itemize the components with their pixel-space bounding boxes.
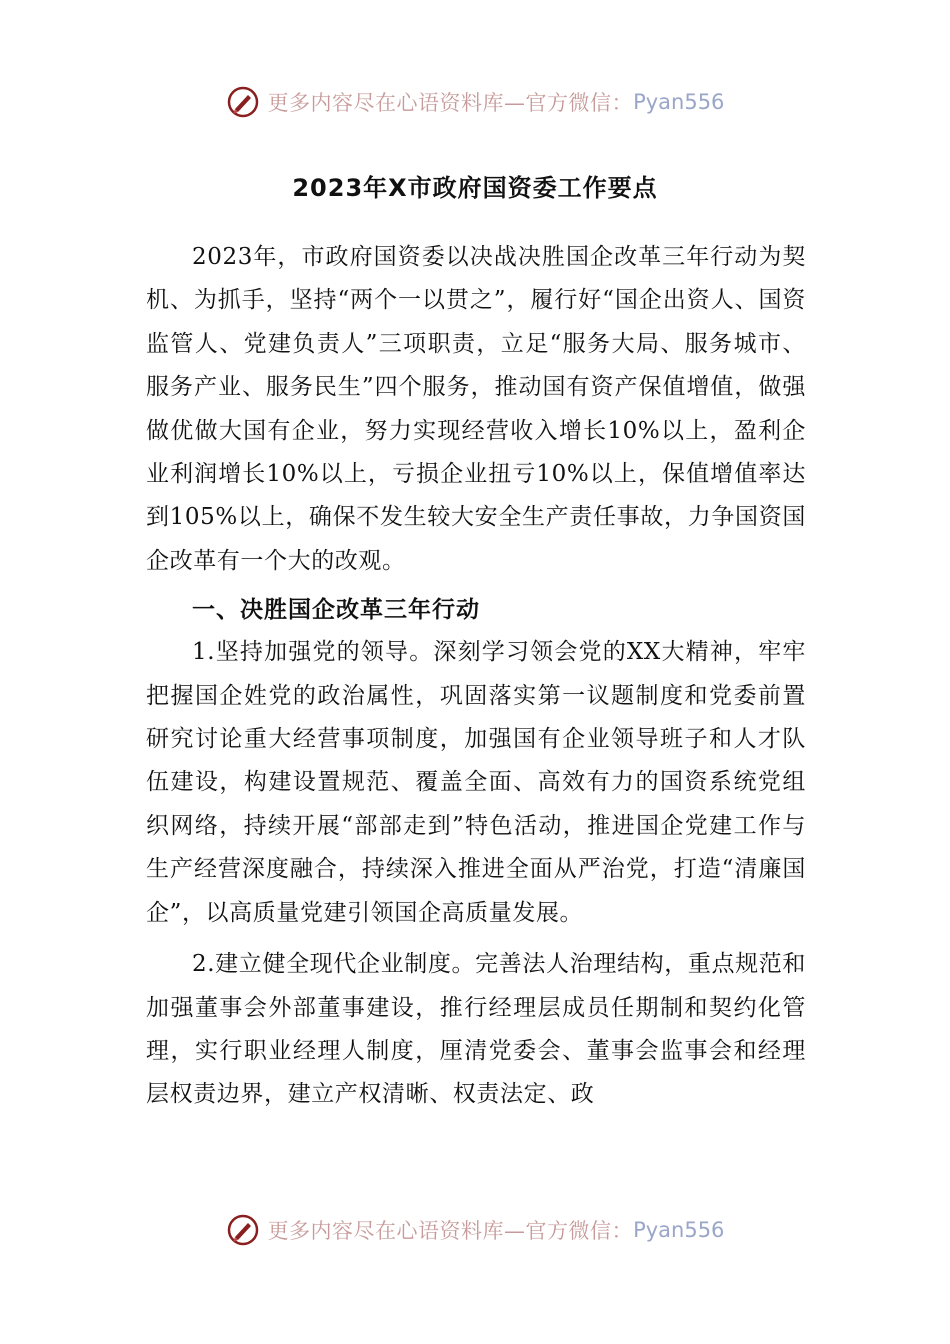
section-heading-1: 一、决胜国企改革三年行动 [192,597,480,624]
watermark-text: 更多内容尽在心语资料库—官方微信： [267,91,634,115]
bottom-watermark-banner [0,1208,950,1252]
top-watermark-banner [0,80,950,124]
document-body [146,236,806,1125]
item-paragraph-1: 1.坚持加强党的领导。深刻学习领会党的XX大精神，牢牢把握国企姓党的政治属性，巩固落实第一议题制度和党委前置研究讨论重大经营事项制度，加强国有企业领导班子和人才队伍建设，构建设置规范、覆盖全面、高效有力的国资系统党组织网络，持续开展“部部走到”特色活动，推进国企党建工作与生产经营深度融合，持续深入推进全面从严治党，打造“清廉国企”，以高质量党建引领国企高质量发展。 [146,639,806,926]
intro-paragraph: 2023年，市政府国资委以决战决胜国企改革三年行动为契机、为抓手，坚持“两个一以贯之”，履行好“国企出资人、国资监管人、党建负责人”三项职责，立足“服务大局、服务城市、服务产业、服务民生”四个服务，推动国有资产保值增值，做强做优做大国有企业，努力实现经营收入增长10%以上，盈利企业利润增长10%以上，亏损企业扭亏10%以上，保值增值率达到105%以上，确保不发生较大安全生产责任事故，力争国资国企改革有一个大的改观。 [146,244,806,574]
watermark-text: 更多内容尽在心语资料库—官方微信： [267,1219,634,1243]
pen-logo-icon [226,85,260,119]
item-paragraph-2: 2.建立健全现代企业制度。完善法人治理结构，重点规范和加强董事会外部董事建设，推行经理层成员任期制和契约化管理，实行职业经理人制度，厘清党委会、董事会监事会和经理层权责边界，建立产权清晰、权责法定、政 [146,951,806,1108]
watermark-wechat-id: Pyan556 [633,1218,725,1242]
document-title: 2023年X市政府国资委工作要点 [292,174,658,202]
watermark-wechat-id: Pyan556 [633,90,725,114]
pen-logo-icon [226,1213,260,1247]
